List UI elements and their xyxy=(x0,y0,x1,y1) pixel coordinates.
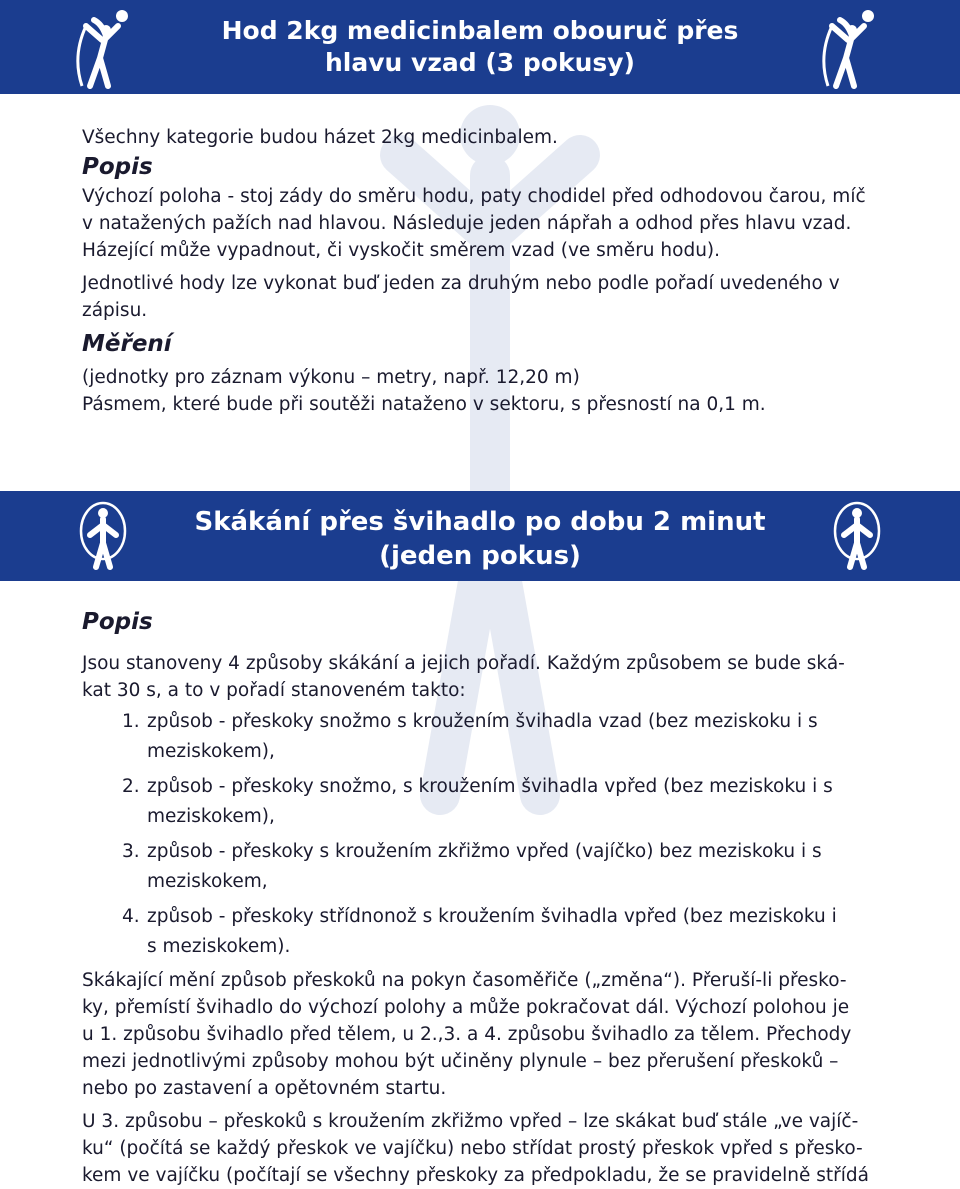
intro-text: Všechny kategorie budou házet 2kg medicinbalem. xyxy=(82,127,558,148)
section-title xyxy=(120,505,840,573)
title-line: Hod 2kg medicinbalem obouruč přes xyxy=(221,16,739,45)
paragraph xyxy=(82,1108,878,1189)
list-number: 4. xyxy=(122,906,140,927)
list-number: 1. xyxy=(122,711,140,732)
list-item xyxy=(82,902,878,962)
method-list xyxy=(82,707,878,962)
paragraph-line: ky, přemístí švihadlo do výchozí polohy a může pokračovat dál. Výchozí polohou je xyxy=(82,997,850,1018)
section2-body xyxy=(82,606,878,1189)
popis-line: v natažených pažích nad hlavou. Následuje jeden nápřah a odhod přes hlavu vzad. xyxy=(82,213,852,234)
mereni-line: Pásmem, které bude při soutěži nataženo v sektoru, s přesností na 0,1 m. xyxy=(82,394,766,415)
paragraph-line: nebo po zastavení a opětovném startu. xyxy=(82,1078,447,1099)
list-item xyxy=(82,837,878,897)
paragraph-line: ku“ (počítá se každý přeskok ve vajíčku) nebo střídat prostý přeskok vpřed s přesko- xyxy=(82,1138,863,1159)
list-line: způsob - přeskoky snožmo, s kroužením švihadla vpřed (bez meziskoku i s xyxy=(147,776,833,797)
popis-heading: Popis xyxy=(82,154,153,180)
list-item xyxy=(82,707,878,767)
popis-heading: Popis xyxy=(82,609,153,635)
title-line: (jeden pokus) xyxy=(379,541,581,571)
list-line: způsob - přeskoky snožmo s kroužením švihadla vzad (bez meziskoku i s xyxy=(147,711,818,732)
paragraph-line: Skákající mění způsob přeskoků na pokyn časoměřiče („změna“). Přeruší-li přesko- xyxy=(82,970,847,991)
list-line: meziskokem, xyxy=(147,871,268,892)
list-line: s meziskokem). xyxy=(147,936,291,957)
section1-body xyxy=(82,124,882,418)
section-title xyxy=(120,15,840,79)
list-line: způsob - přeskoky s kroužením zkřižmo vpřed (vajíčko) bez meziskoku i s xyxy=(147,841,822,862)
list-number: 3. xyxy=(122,841,140,862)
paragraph-line: u 1. způsobu švihadlo před tělem, u 2.,3. a 4. způsobu švihadlo za tělem. Přechody xyxy=(82,1024,852,1045)
paragraph-line: U 3. způsobu – přeskoků s kroužením zkřižmo vpřed – lze skákat buď stále „ve vajíč- xyxy=(82,1111,859,1132)
paragraph-line: kem ve vajíčku (počítají se všechny přeskoky za předpokladu, že se pravidelně střídá xyxy=(82,1165,870,1186)
intro-line: Jsou stanoveny 4 způsoby skákání a jejich pořadí. Každým způsobem se bude ská- xyxy=(82,653,845,674)
thrower-icon xyxy=(818,6,882,90)
paragraph xyxy=(82,967,878,1102)
rope-jumper-icon xyxy=(830,501,884,573)
popis-line: zápisu. xyxy=(82,300,148,321)
section-banner-jump-rope xyxy=(0,491,960,581)
list-line: meziskokem), xyxy=(147,806,275,827)
mereni-heading: Měření xyxy=(82,331,172,357)
popis-line: Házející může vypadnout, či vyskočit směrem vzad (ve směru hodu). xyxy=(82,240,721,261)
paragraph-line: mezi jednotlivými způsoby mohou být učiněny plynule – bez přerušení přeskoků – xyxy=(82,1051,839,1072)
list-item xyxy=(82,772,878,832)
list-line: meziskokem), xyxy=(147,741,275,762)
title-line: hlavu vzad (3 pokusy) xyxy=(325,48,635,77)
popis-line: Jednotlivé hody lze vykonat buď jeden za druhým nebo podle pořadí uvedeného v xyxy=(82,273,840,294)
title-line: Skákání přes švihadlo po dobu 2 minut xyxy=(194,507,766,537)
mereni-line: (jednotky pro záznam výkonu – metry, např. 12,20 m) xyxy=(82,367,580,388)
list-number: 2. xyxy=(122,776,140,797)
section-banner-medicine-ball xyxy=(0,0,960,94)
intro-line: kat 30 s, a to v pořadí stanoveném takto: xyxy=(82,680,466,701)
popis-line: Výchozí poloha - stoj zády do směru hodu, paty chodidel před odhodovou čarou, míč xyxy=(82,186,866,207)
list-line: způsob - přeskoky střídnonož s kroužením švihadla vpřed (bez meziskoku i xyxy=(147,906,837,927)
